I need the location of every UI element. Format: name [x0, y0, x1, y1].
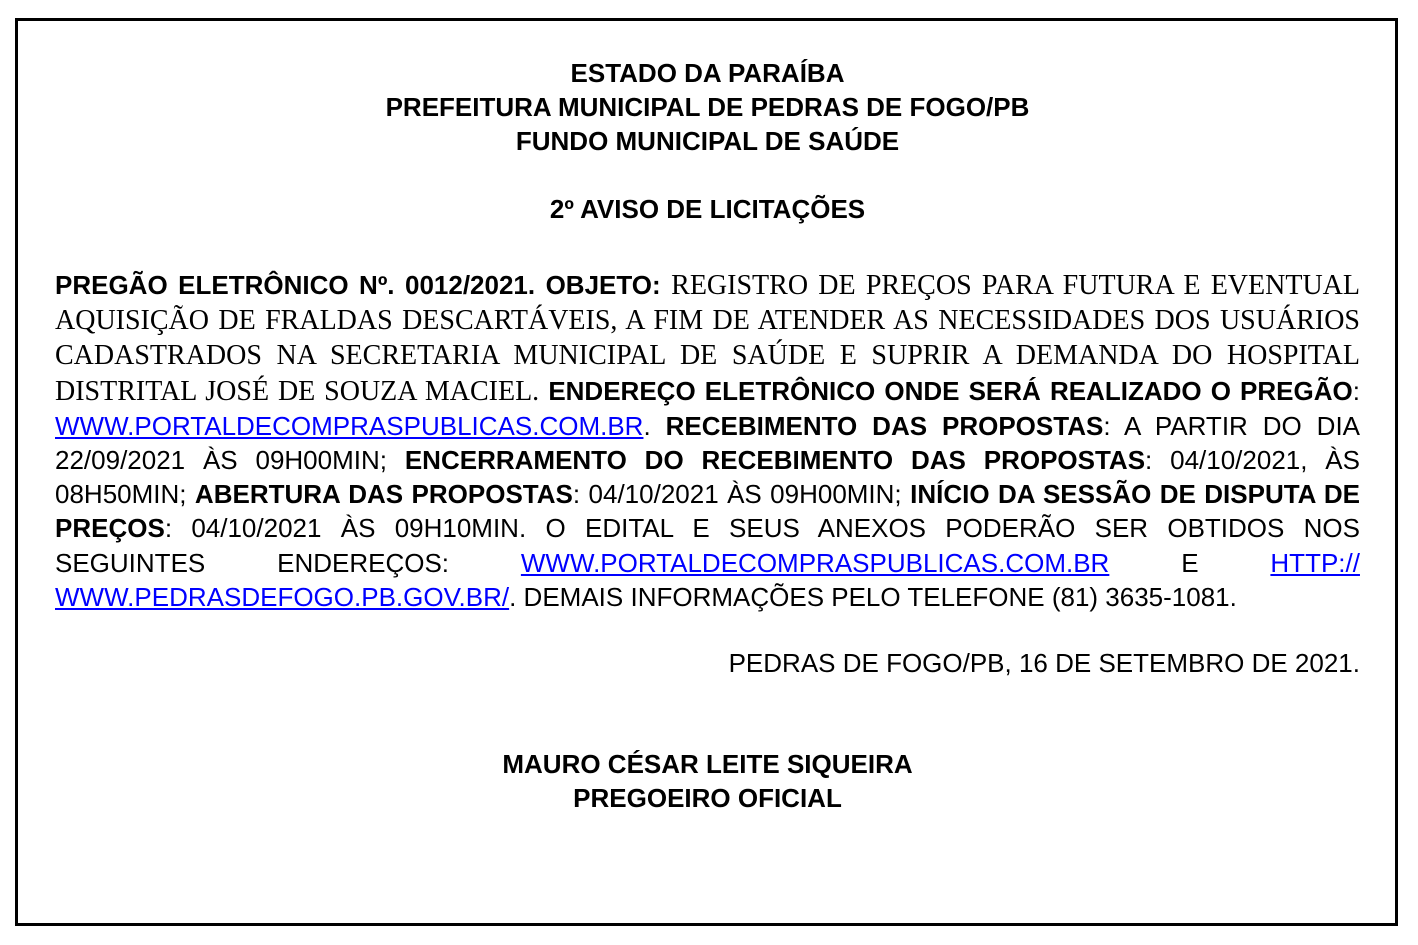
portal-link-2[interactable]: WWW.PORTALDECOMPRASPUBLICAS.COM.BR: [520, 547, 1110, 578]
inicio-label: INÍCIO DA SESSÃO DE DISPUTA DE PREÇOS: [55, 479, 1361, 544]
conjunction: E: [1181, 547, 1199, 578]
notice-title: 2º AVISO DE LICITAÇÕES: [549, 194, 866, 224]
notice-body: PREGÃO ELETRÔNICO Nº. 0012/2021. OBJETO: REGISTRO DE PREÇOS PARA FUTURA E EVENTUAL AQUISIÇÃO DE FRALDAS DESCARTÁVEIS, A FIM DE ATENDER AS NECESSIDADES DOS USUÁRIOS CADASTRADOS NA SECRETARIA MUNICIPAL DE SAÚDE E SUPRIR A DEMANDA DO HOSPITAL DISTRITAL JOSÉ DE SOUZA MACIEL. ENDEREÇO ELETRÔNICO ONDE SERÁ REALIZADO O PREGÃO: WWW.PORTALDECOMPRASPUBLICAS.COM.BR. RECEBIMENTO DAS PROPOSTAS: A PARTIR DO DIA 22/09/2021 ÀS 09H00MIN; ENCERRAMENTO DO RECEBIMENTO DAS PROPOSTAS: 04/10/2021, ÀS 08H50MIN; ABERTURA DAS PROPOSTAS: 04/10/2021 ÀS 09H00MIN; INÍCIO DA SESSÃO DE DISPUTA DE PREÇOS: 04/10/2021 ÀS 09H10MIN. O EDITAL E SEUS ANEXOS PODERÃO SER OBTIDOS NOS SEGUINTES ENDEREÇOS: WWW.PORTALDECOMPRASPUBLICAS.COM.BR E HTTP:// WWW.PEDRASDEFOGO.PB.GOV.BR/. DEMAIS INFORMAÇÕES PELO TELEFONE (81) 3635-1081.: [55, 270, 1361, 612]
demais-text: . DEMAIS INFORMAÇÕES PELO TELEFONE (81) 3635-1081.: [509, 581, 1237, 612]
inicio-text: : 04/10/2021 ÀS 09H10MIN. O EDITAL E SEUS ANEXOS PODERÃO SER OBTIDOS NOS SEGUINTES ENDEREÇOS:: [55, 513, 1360, 578]
date-line: PEDRAS DE FOGO/PB, 16 DE SETEMBRO DE 2021.: [728, 648, 1360, 679]
recebimento-text: : A PARTIR DO DIA 22/09/2021 ÀS 09H00MIN;: [55, 410, 1361, 476]
header-prefeitura: PREFEITURA MUNICIPAL DE PEDRAS DE FOGO/PB: [385, 92, 1030, 122]
signature-role: PREGOEIRO OFICIAL: [573, 783, 842, 814]
endereco-label: ENDEREÇO ELETRÔNICO ONDE SERÁ REALIZADO O PREGÃO: [548, 375, 1353, 406]
abertura-text: : 04/10/2021 ÀS 09H00MIN;: [572, 479, 902, 510]
header-state: ESTADO DA PARAÍBA: [570, 58, 845, 88]
objeto-text: REGISTRO DE PREÇOS PARA FUTURA E EVENTUAL AQUISIÇÃO DE FRALDAS DESCARTÁVEIS, A FIM DE ATENDER AS NECESSIDADES DOS USUÁRIOS CADASTRADOS NA SECRETARIA MUNICIPAL DE SAÚDE E SUPRIR A DEMANDA DO HOSPITAL DISTRITAL JOSÉ DE SOUZA MACIEL.: [55, 270, 1361, 407]
header-fundo: FUNDO MUNICIPAL DE SAÚDE: [515, 126, 900, 156]
prefeitura-link[interactable]: HTTP:// WWW.PEDRASDEFOGO.PB.GOV.BR/: [55, 547, 1360, 612]
signature-name: MAURO CÉSAR LEITE SIQUEIRA: [502, 749, 913, 780]
recebimento-label: RECEBIMENTO DAS PROPOSTAS: [665, 410, 1104, 441]
notice-content: [55, 56, 1360, 815]
abertura-label: ABERTURA DAS PROPOSTAS: [194, 479, 573, 510]
encerramento-label: ENCERRAMENTO DO RECEBIMENTO DAS PROPOSTAS: [404, 445, 1146, 476]
pregao-label: PREGÃO ELETRÔNICO Nº. 0012/2021. OBJETO:: [55, 270, 661, 300]
encerramento-text: : 04/10/2021, ÀS 08H50MIN;: [55, 445, 1360, 510]
portal-link-1[interactable]: WWW.PORTALDECOMPRASPUBLICAS.COM.BR: [55, 410, 644, 441]
